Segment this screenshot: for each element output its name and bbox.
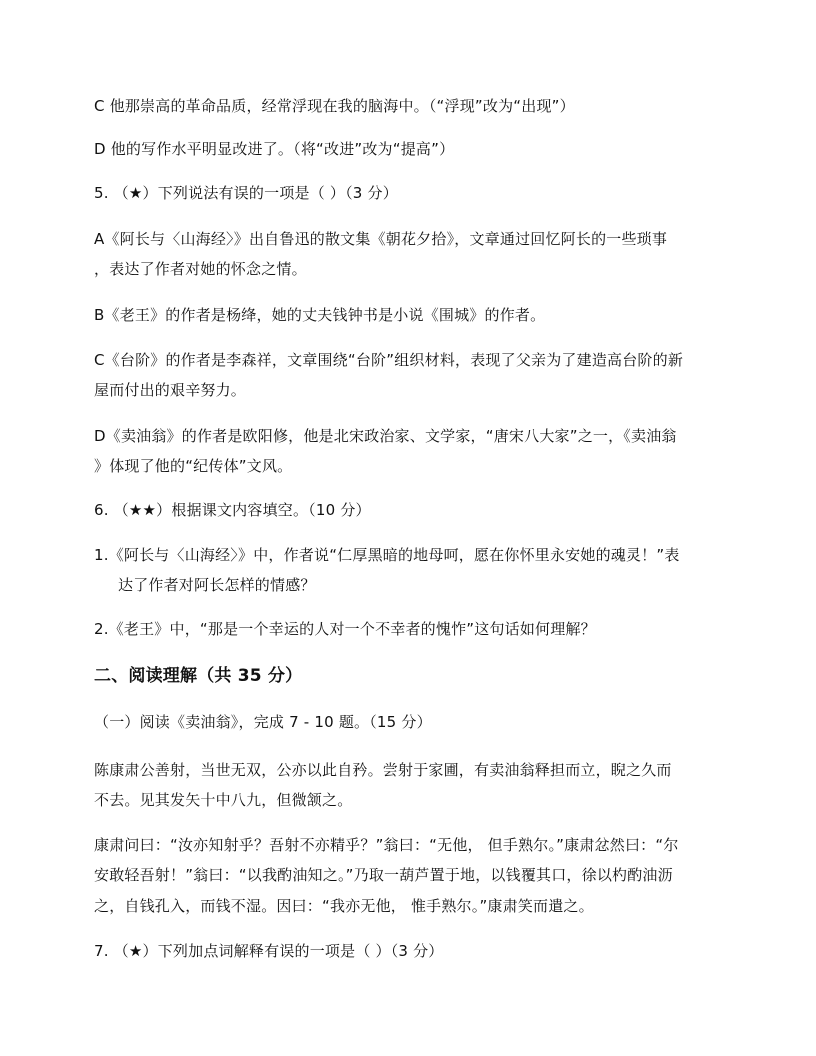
section-heading-reading: 二、阅读理解（共 35 分） xyxy=(94,666,303,686)
option-a-q5-line1: A《阿长与〈山海经〉》出自鲁迅的散文集《朝花夕拾》，文章通过回忆阿长的一些琐事 xyxy=(94,230,668,248)
passage-para2-line3: 之，自钱孔入，而钱不湿。因曰：“我亦无他， 惟手熟尔。”康肃笑而遣之。 xyxy=(94,897,594,915)
option-d-q5-line1: D《卖油翁》的作者是欧阳修，他是北宋政治家、文学家，“唐宋八大家”之一，《卖油翁 xyxy=(94,427,677,445)
option-b-q5: B《老王》的作者是杨绛，她的丈夫钱钟书是小说《围城》的作者。 xyxy=(94,306,546,324)
option-d-q4: D 他的写作水平明显改进了。（将“改进”改为“提高”） xyxy=(94,140,455,158)
question-7: 7. （★）下列加点词解释有误的一项是（ ）（3 分） xyxy=(94,942,444,960)
option-c-q5-line2: 屋而付出的艰辛努力。 xyxy=(94,381,247,399)
passage-para2-line1: 康肃问曰：“汝亦知射乎？吾射不亦精乎？”翁曰：“无他， 但手熟尔。”康肃忿然曰：“尔 xyxy=(94,836,679,854)
subsection-heading-1: （一）阅读《卖油翁》，完成 7 - 10 题。（15 分） xyxy=(94,713,432,731)
question-6-sub2: 2.《老王》中，“那是一个幸运的人对一个不幸者的愧怍”这句话如何理解？ xyxy=(94,620,596,638)
passage-para2-line2: 安敢轻吾射！”翁曰：“以我酌油知之。”乃取一葫芦置于地，以钱覆其口，徐以杓酌油沥 xyxy=(94,866,673,884)
passage-para1-line1: 陈康肃公善射，当世无双，公亦以此自矜。尝射于家圃，有卖油翁释担而立，睨之久而 xyxy=(94,761,672,779)
question-5: 5. （★）下列说法有误的一项是（ ）（3 分） xyxy=(94,184,398,202)
question-6-sub1-line2: 达了作者对阿长怎样的情感？ xyxy=(118,576,316,594)
option-a-q5-line2: ，表达了作者对她的怀念之情。 xyxy=(94,260,307,278)
passage-para1-line2: 不去。见其发矢十中八九，但微颔之。 xyxy=(94,791,353,809)
option-c-q4: C 他那崇高的革命品质，经常浮现在我的脑海中。（“浮现”改为“出现”） xyxy=(94,97,575,115)
question-6: 6. （★★）根据课文内容填空。（10 分） xyxy=(94,501,371,519)
option-d-q5-line2: 》体现了他的“纪传体”文风。 xyxy=(94,457,293,475)
question-6-sub1-line1: 1.《阿长与〈山海经〉》中，作者说“仁厚黑暗的地母呵，愿在你怀里永安她的魂灵！”表 xyxy=(94,546,680,564)
option-c-q5-line1: C《台阶》的作者是李森祥，文章围绕“台阶”组织材料，表现了父亲为了建造高台阶的新 xyxy=(94,351,684,369)
